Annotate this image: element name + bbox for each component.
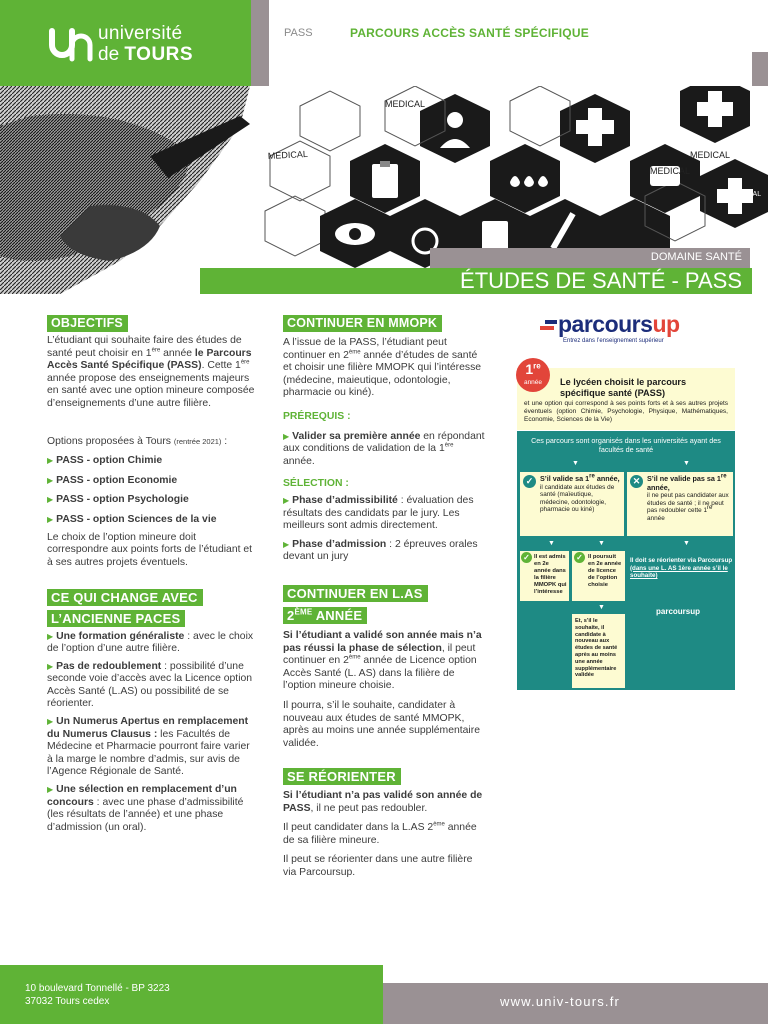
arrow-down-icon: ▼ <box>683 540 690 547</box>
change-item: ▶ Une sélection en remplacement d’un concours : avec une phase d’admissibilité (les résultats de l’année) et une phase d’admission (un oral). <box>47 784 244 833</box>
bullet-triangle-icon: ▶ <box>47 661 54 671</box>
change-item: ▶ Un Numerus Apertus en remplacement du Numerus Clausus : les Facultés de Médecine et Pharmacie pourront faire varier à la marge le nombre d’admis, sur avis de l’Agence Régionale de Santé. <box>47 716 250 778</box>
check-icon: ✓ <box>521 552 532 563</box>
prerequis-label: PRÉREQUIS : <box>283 410 351 422</box>
cross-icon: ✕ <box>630 475 643 488</box>
middle-column <box>283 315 485 880</box>
flow-heading: Ces parcours sont organisés dans les universités ayant des facultés de santé <box>531 436 721 454</box>
university-logo-icon <box>46 27 94 63</box>
footer-address-block <box>0 965 383 1024</box>
option-item: ▶ PASS - option Chimie <box>47 455 163 467</box>
first-year-text: et une option qui correspond à ses points forts et à ses autres projets éventuels (option Chimie, Psychologie, Physique, Mathématiques, Economie, Sciences de la Vie) <box>524 400 728 423</box>
parcoursup-tagline: Entrez dans l’enseignement supérieur <box>563 338 664 344</box>
parcoursup-logo: parcoursup <box>558 311 680 337</box>
selection-item: ▶ Phase d’admission : 2 épreuves orales devant un jury <box>283 538 478 563</box>
options-note: Le choix de l’option mineure doit correspondre aux points forts de l’étudiant et à ses autres projets éventuels. <box>47 531 253 568</box>
licence-box: Il poursuit en 2e année de licence de l’option choisie <box>572 551 625 601</box>
options-intro: Options proposées à Tours (rentrée 2021) : <box>47 435 228 447</box>
logo-text-universite: université <box>98 23 183 44</box>
objectifs-paragraph: L’étudiant qui souhaite faire des études de santé peut choisir en 1ère année le Parcours Accès Santé Spécifique (PASS). Cette 1ère année propose des enseignements majeurs en santé avec une option mineure composée d’enseignements d’une autre filière. <box>47 335 255 409</box>
bullet-triangle-icon: ▶ <box>47 717 54 727</box>
option-item: ▶ PASS - option Psychologie <box>47 494 189 506</box>
option-item: ▶ PASS - option Economie <box>47 474 178 486</box>
logo-text-tours: de TOURS <box>98 44 194 65</box>
check-icon: ✓ <box>574 552 585 563</box>
banner-hex-label: MEDICAL <box>385 99 426 109</box>
bullet-triangle-icon: ▶ <box>47 456 54 466</box>
las-paragraph: Si l’étudiant a validé son année mais n’a pas réussi la phase de sélection, il peut continuer en 2ème année de Licence option Accès Santé (L. AS) dans la filière de l’option mineure choisie. <box>283 630 482 692</box>
not-valid-year-box: S’il ne valide pas sa 1re année, il ne peut pas candidater aux études de santé ; il ne peut pas redoubler cette 1re année <box>627 472 733 536</box>
bullet-triangle-icon: ▶ <box>283 495 290 505</box>
admitted-box: Il est admis en 2e année dans la filière MMOPK qui l’intéresse <box>520 551 569 601</box>
bullet-triangle-icon: ▶ <box>47 475 54 485</box>
page-title: ÉTUDES DE SANTÉ - PASS <box>200 268 752 294</box>
banner-hex-label: MEDICAL <box>650 166 691 176</box>
selection-item: ▶ Phase d’admissibilité : évaluation des résultats des candidats par le jury. Les meilleurs sont admis directement. <box>283 494 474 532</box>
banner-hex-label: MEDICAL <box>267 148 309 161</box>
bullet-triangle-icon: ▶ <box>283 431 290 441</box>
bullet-triangle-icon: ▶ <box>47 631 54 641</box>
section-tag-reorient: SE RÉORIENTER <box>283 768 401 785</box>
option-item: ▶ PASS - option Sciences de la vie <box>47 513 217 525</box>
header-grey-strip <box>251 0 269 86</box>
arrow-down-icon: ▼ <box>572 460 579 467</box>
selection-label: SÉLECTION : <box>283 478 349 490</box>
check-icon: ✓ <box>523 475 536 488</box>
retry-health-studies-box: Et, s’il le souhaite, il candidate à nouveau aux études de santé après au moins une année supplémentaire validée <box>572 614 625 688</box>
arrow-down-icon: ▼ <box>598 540 605 547</box>
footer-website-link[interactable]: www.univ-tours.fr <box>500 994 621 1009</box>
university-logo-block <box>0 0 251 86</box>
parcoursup-small-logo: parcoursup <box>656 607 701 616</box>
bullet-triangle-icon: ▶ <box>47 785 54 795</box>
bullet-triangle-icon: ▶ <box>283 539 290 549</box>
reorient-paragraph: Si l’étudiant n’a pas validé son année de PASS, il ne peut pas redoubler. <box>283 790 483 814</box>
reorient-paragraph-3: Il peut se réorienter dans une autre filière via Parcoursup. <box>283 854 473 878</box>
banner-hex-label: MEDICAL <box>690 150 731 160</box>
parcoursup-logo-icon <box>540 312 558 336</box>
bullet-triangle-icon: ▶ <box>47 495 54 505</box>
change-item: ▶ Une formation généraliste : avec le choix de l’option d’une autre filière. <box>47 630 254 655</box>
header-title: PARCOURS ACCÈS SANTÉ SPÉCIFIQUE <box>350 26 589 40</box>
las-paragraph-2: Il pourra, s’il le souhaite, candidater à nouveau aux études de santé MMOPK, après au moins une année supplémentaire validée. <box>283 700 480 749</box>
options-list <box>47 455 255 526</box>
section-tag-changes: CE QUI CHANGE AVEC L’ANCIENNE PACES <box>47 589 255 627</box>
section-tag-objectifs: OBJECTIFS <box>47 315 128 332</box>
valid-year-box: S’il valide sa 1re année, il candidate aux études de santé (maïeutique, médecine, odontologie, pharmacie ou kiné) <box>520 472 624 536</box>
first-year-title: Le lycéen choisit le parcours spécifique santé (PASS) <box>560 377 687 398</box>
changes-list <box>47 631 255 835</box>
first-year-badge: 1re année <box>516 358 550 392</box>
header-pass-label: PASS <box>284 27 313 39</box>
arrow-down-icon: ▼ <box>548 540 555 547</box>
change-item: ▶ Pas de redoublement : possibilité d’une seconde voie d’accès avec la Licence option Accès Santé (L.AS) ou possibilité de se réorienter. <box>47 660 253 710</box>
reorient-paragraph-2: Il peut candidater dans la L.AS 2ème année de sa filière mineure. <box>283 821 477 846</box>
mmopk-paragraph: A l’issue de la PASS, l’étudiant peut continuer en 2ème année d’études de santé et choisir une filière MMOPK qui l’intéresse (médecine, maieutique, odontologie, pharmacie ou kiné). <box>283 337 482 399</box>
footer-address-line: 10 boulevard Tonnellé - BP 3223 <box>25 983 170 994</box>
arrow-down-icon: ▼ <box>598 604 605 611</box>
arrow-down-icon: ▼ <box>683 460 690 467</box>
bullet-triangle-icon: ▶ <box>47 514 54 524</box>
reorient-parcoursup-text: Il doit se réorienter via Parcoursup (dans une L. AS 1ère année s’il le souhaite) <box>630 557 733 580</box>
prerequis-text: ▶ Valider sa première année en répondant aux conditions de validation de la 1ère année. <box>283 430 485 467</box>
section-tag-las: CONTINUER EN L.AS 2ÈME ANNÉE <box>283 585 485 624</box>
footer-address-line: 37032 Tours cedex <box>25 996 110 1007</box>
domain-label: DOMAINE SANTÉ <box>430 248 750 268</box>
section-tag-mmopk: CONTINUER EN MMOPK <box>283 315 442 332</box>
left-column <box>47 315 255 834</box>
header-right-strip <box>752 52 768 86</box>
banner-hex-label: MEDICAL <box>730 191 762 198</box>
